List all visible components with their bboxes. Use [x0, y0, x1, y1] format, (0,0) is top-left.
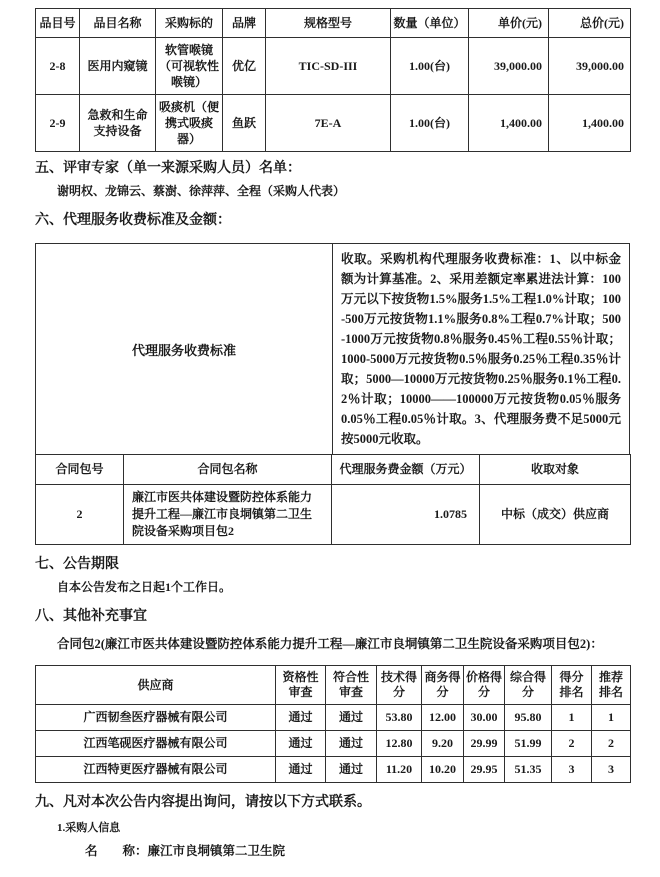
package-fee-header-row: [36, 455, 631, 485]
col-header-package-no: 合同包号: [36, 455, 124, 485]
recommend-rank: 1: [592, 705, 631, 731]
technical-score: 12.80: [377, 731, 422, 757]
col-header-quantity: 数量（单位）: [391, 9, 469, 38]
total-score: 51.35: [505, 757, 552, 783]
section-8-heading: 八、其他补充事宜: [35, 609, 147, 624]
model: TIC-SD-III: [266, 38, 391, 95]
recommend-rank: 3: [592, 757, 631, 783]
package-fee-table: [35, 454, 631, 545]
qualification-review: 通过: [276, 731, 326, 757]
section-6-heading: 六、代理服务收费标准及金额：: [35, 213, 231, 228]
item-no: 2-8: [36, 38, 80, 95]
col-header-package-name: 合同包名称: [124, 455, 332, 485]
col-header-supplier: 供应商: [36, 666, 276, 705]
price-score: 29.99: [464, 731, 505, 757]
total-price: 39,000.00: [549, 38, 631, 95]
col-header-model: 规格型号: [266, 9, 391, 38]
col-header-conformity-review: 符合性审查: [326, 666, 377, 705]
col-header-item-name: 品目名称: [80, 9, 156, 38]
package-name: 廉江市医共体建设暨防控体系能力提升工程—廉江市良垌镇第二卫生院设备采购项目包2: [124, 485, 332, 545]
col-header-total-score: 综合得分: [505, 666, 552, 705]
unit-price: 1,400.00: [469, 95, 549, 152]
unit-price: 39,000.00: [469, 38, 549, 95]
announcement-period-text: 自本公告发布之日起1个工作日。: [57, 580, 232, 594]
procure-target: 吸痰机（便携式吸痰器）: [156, 95, 223, 152]
col-header-unit-price: 单价(元): [469, 9, 549, 38]
total-score: 95.80: [505, 705, 552, 731]
col-header-technical-score: 技术得分: [377, 666, 422, 705]
quantity: 1.00(台): [391, 38, 469, 95]
section-7-heading: 七、公告期限: [35, 557, 119, 572]
suppliers-header-row: [36, 666, 631, 705]
conformity-review: 通过: [326, 705, 377, 731]
col-header-brand: 品牌: [223, 9, 266, 38]
item-name: 急救和生命支持设备: [80, 95, 156, 152]
score-rank: 2: [552, 731, 592, 757]
brand: 优亿: [223, 38, 266, 95]
supplier-name: 江西特更医疗器械有限公司: [36, 757, 276, 783]
col-header-total-price: 总价(元): [549, 9, 631, 38]
col-header-fee-payer: 收取对象: [480, 455, 631, 485]
col-header-procure-target: 采购标的: [156, 9, 223, 38]
fee-standard-table: [35, 243, 630, 455]
item-no: 2-9: [36, 95, 80, 152]
supplier-row: [36, 705, 631, 731]
col-header-recommend-rank: 推荐排名: [592, 666, 631, 705]
expert-names: 谢明权、龙锦云、蔡澍、徐萍萍、全程（采购人代表）: [57, 184, 346, 198]
supplier-name: 广西韧叁医疗器械有限公司: [36, 705, 276, 731]
fee-amount: 1.0785: [332, 485, 480, 545]
qualification-review: 通过: [276, 757, 326, 783]
fee-standard-label: 代理服务收费标准: [36, 244, 333, 455]
item-name: 医用内窥镜: [80, 38, 156, 95]
fee-standard-content: 收取。采购机构代理服务收费标准：1、以中标金额为计算基准。2、采用差额定率累进法计算：100万元以下按货物1.5%服务1.5%工程1.0%计取；100-500万元按货物1.1%服务0.8%工程0.7%计取；500-1000万元按货物0.8％服务0.45％工程0.55％计取；1000-5000万元按货物0.5％服务0.25％工程0.35％计取；5000—10000万元按货物0.25％服务0.1％工程0.2％计取；10000——100000万元按货物0.05％服务0.05％工程0.05％计取。3、代理服务费不足5000元按5000元收取。: [333, 244, 630, 455]
col-header-item-no: 品目号: [36, 9, 80, 38]
items-table: [35, 8, 631, 152]
col-header-qualification-review: 资格性审查: [276, 666, 326, 705]
technical-score: 11.20: [377, 757, 422, 783]
suppliers-score-table: [35, 665, 631, 783]
conformity-review: 通过: [326, 757, 377, 783]
total-price: 1,400.00: [549, 95, 631, 152]
supplier-row: [36, 731, 631, 757]
package2-intro: 合同包2(廉江市医共体建设暨防控体系能力提升工程—廉江市良垌镇第二卫生院设备采购项目包2)：: [57, 637, 603, 651]
total-score: 51.99: [505, 731, 552, 757]
package-no: 2: [36, 485, 124, 545]
qualification-review: 通过: [276, 705, 326, 731]
item-row: [36, 38, 631, 95]
section-5-heading: 五、评审专家（单一来源采购人员）名单：: [35, 161, 301, 176]
supplier-name: 江西笔砚医疗器械有限公司: [36, 731, 276, 757]
supplier-row: [36, 757, 631, 783]
fee-standard-row: [36, 244, 630, 455]
score-rank: 1: [552, 705, 592, 731]
price-score: 29.95: [464, 757, 505, 783]
model: 7E-A: [266, 95, 391, 152]
purchaser-info-label: 1.采购人信息: [57, 822, 121, 834]
items-table-header-row: [36, 9, 631, 38]
item-row: [36, 95, 631, 152]
business-score: 12.00: [422, 705, 464, 731]
price-score: 30.00: [464, 705, 505, 731]
business-score: 10.20: [422, 757, 464, 783]
purchaser-name-line: 名 称：廉江市良垌镇第二卫生院: [85, 844, 286, 858]
col-header-score-rank: 得分排名: [552, 666, 592, 705]
technical-score: 53.80: [377, 705, 422, 731]
procure-target: 软管喉镜（可视软性喉镜）: [156, 38, 223, 95]
score-rank: 3: [552, 757, 592, 783]
conformity-review: 通过: [326, 731, 377, 757]
fee-payer: 中标（成交）供应商: [480, 485, 631, 545]
brand: 鱼跃: [223, 95, 266, 152]
col-header-price-score: 价格得分: [464, 666, 505, 705]
business-score: 9.20: [422, 731, 464, 757]
quantity: 1.00(台): [391, 95, 469, 152]
package-fee-row: [36, 485, 631, 545]
recommend-rank: 2: [592, 731, 631, 757]
col-header-business-score: 商务得分: [422, 666, 464, 705]
section-9-heading: 九、凡对本次公告内容提出询问，请按以下方式联系。: [35, 795, 371, 810]
col-header-fee-amount: 代理服务费金额（万元）: [332, 455, 480, 485]
